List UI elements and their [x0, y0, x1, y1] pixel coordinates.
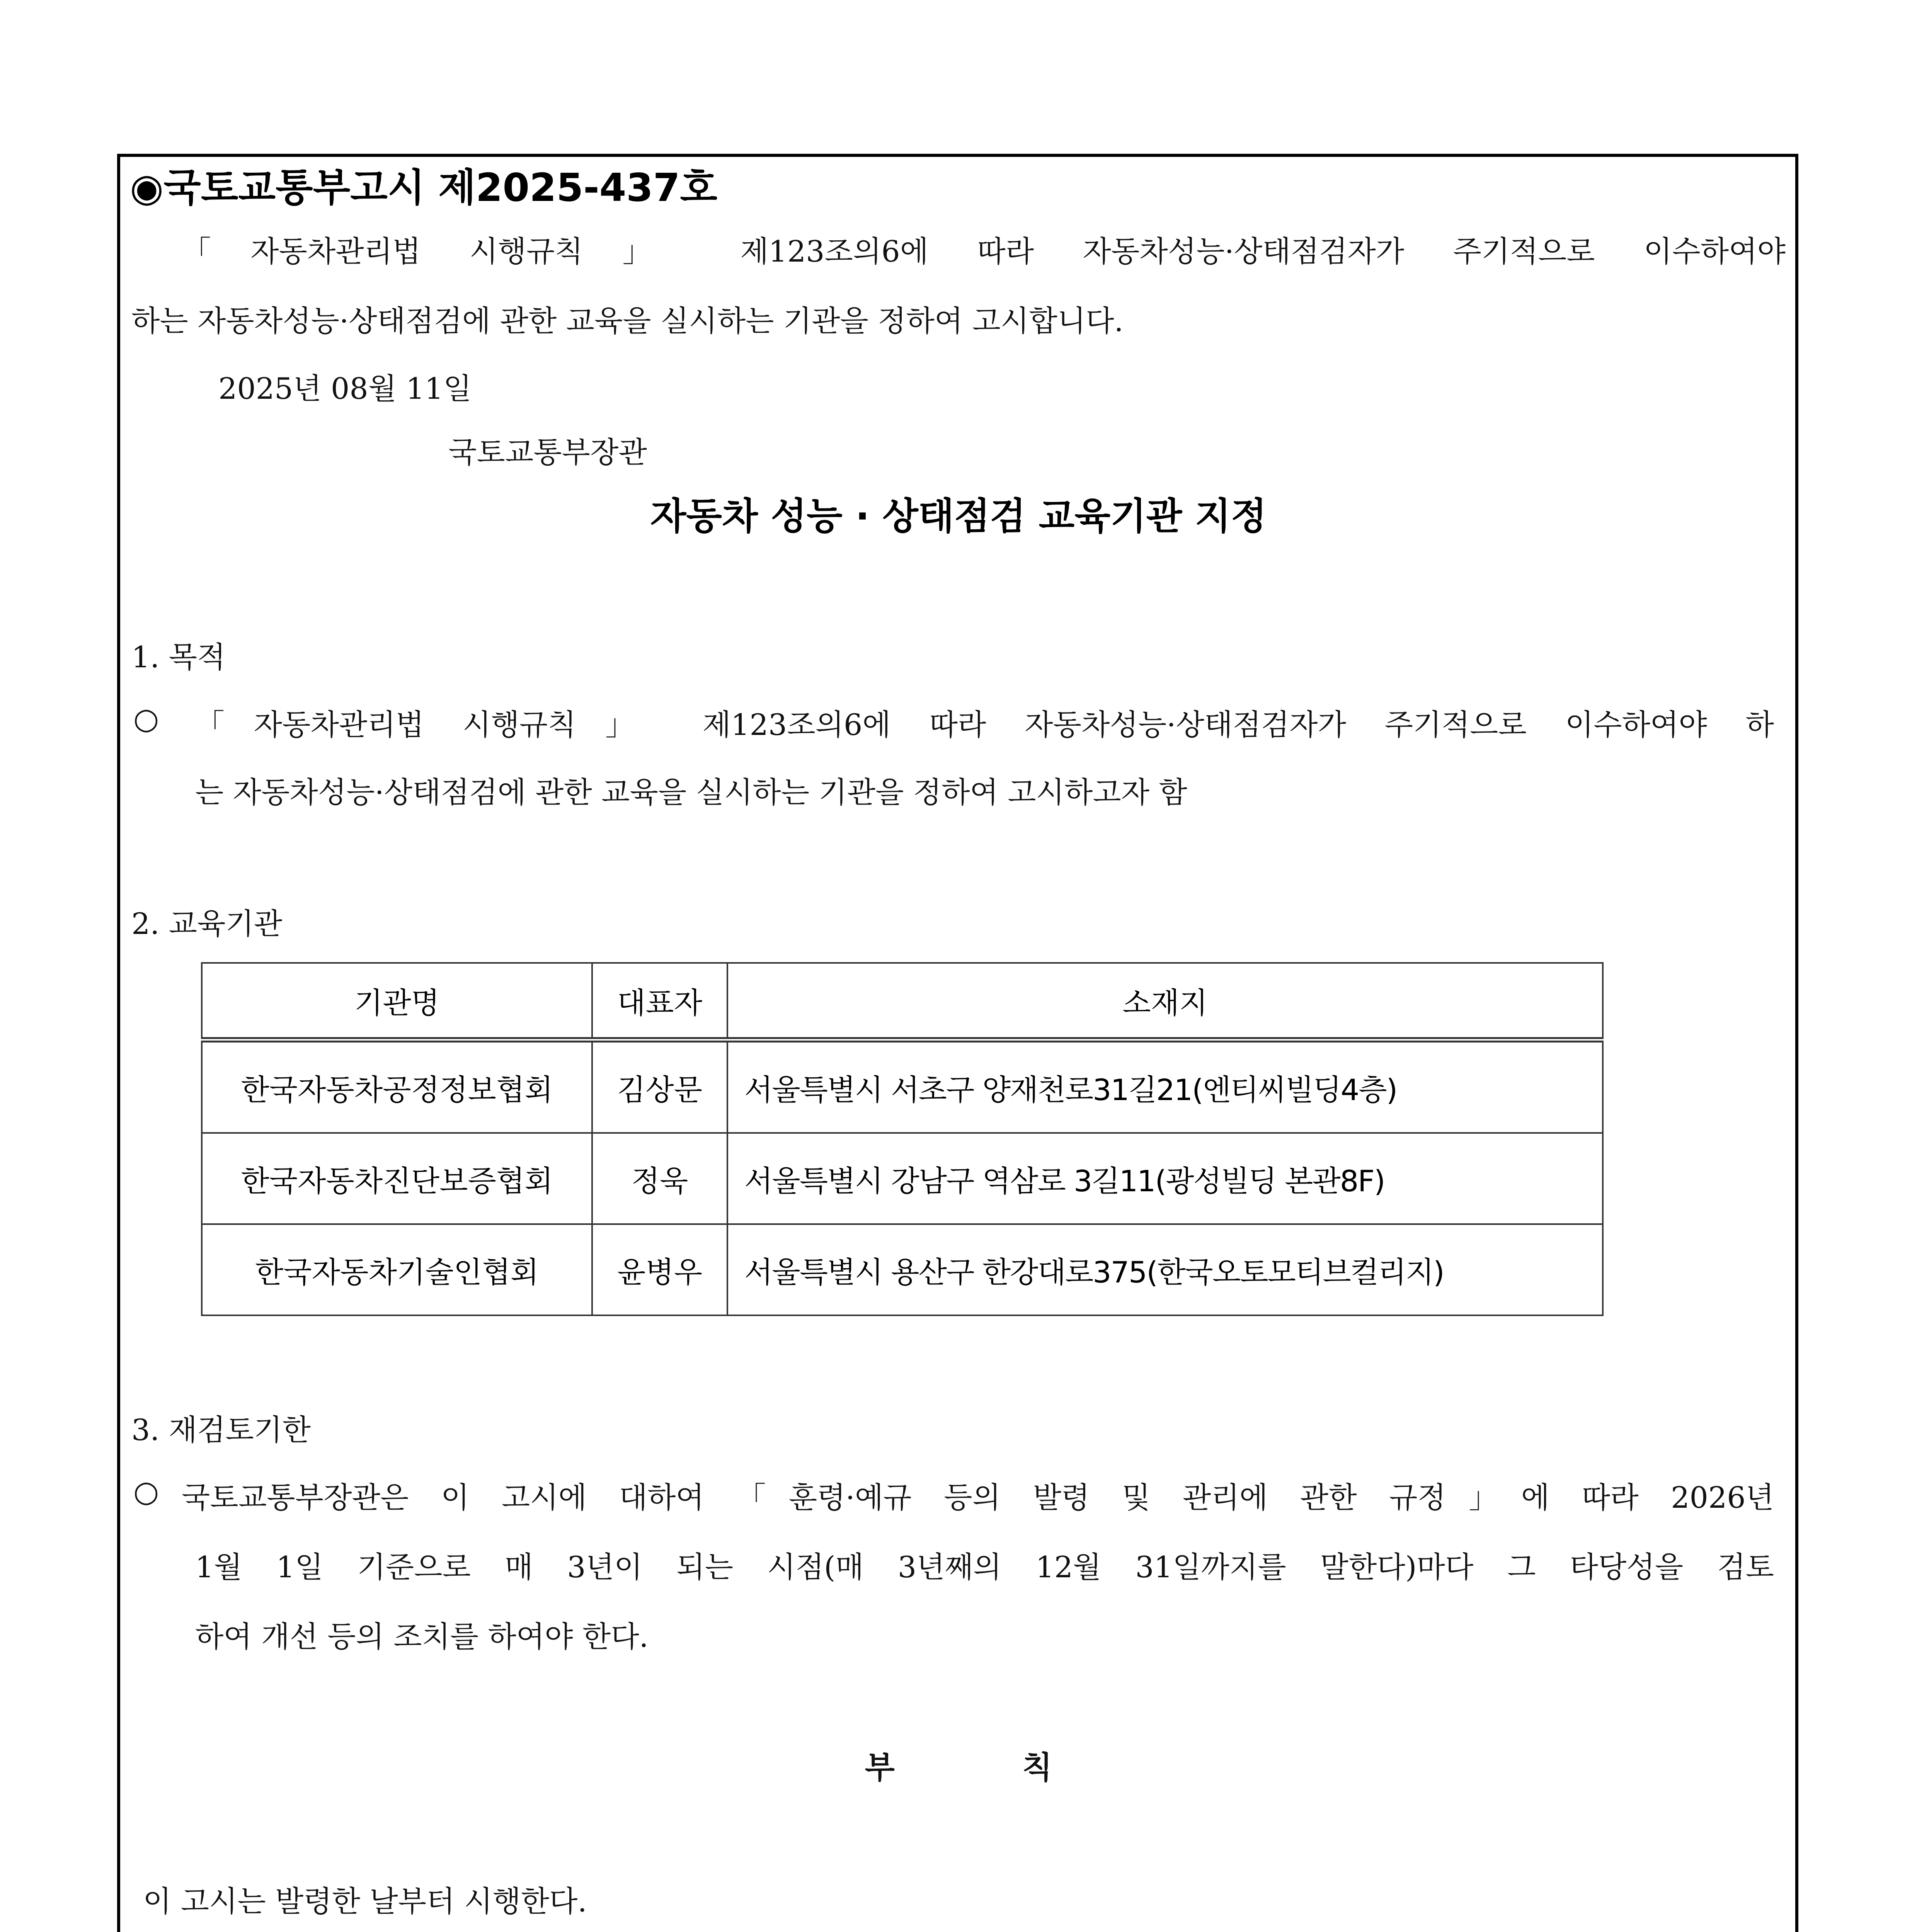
representative: 윤병우 [592, 1224, 727, 1315]
institutions-table [201, 962, 1604, 1316]
addendum-text: 이 고시는 발령한 날부터 시행한다. [143, 1884, 587, 1918]
header-representative: 대표자 [592, 963, 727, 1040]
institution-name: 한국자동차공정정보협회 [202, 1040, 592, 1133]
section-3-line-3: 하여 개선 등의 조치를 하여야 한다. [195, 1619, 649, 1654]
section-1-heading: 1. 목적 [131, 640, 226, 674]
section-3-bullet: ○ [133, 1474, 159, 1509]
intro-line-2: 하는 자동차성능·상태점검에 관한 교육을 실시하는 기관을 정하여 고시합니다. [131, 304, 1124, 338]
header-location: 소재지 [727, 963, 1603, 1040]
section-1-bullet: ○ [133, 701, 159, 736]
institution-name: 한국자동차기술인협회 [202, 1224, 592, 1315]
addendum-title: 부칙 [865, 1749, 1180, 1786]
table-row [202, 1224, 1603, 1315]
document-title: 자동차 성능 · 상태점검 교육기관 지정 [650, 495, 1267, 538]
notice-issuer: 국토교통부장관 [448, 435, 647, 469]
representative: 정욱 [592, 1133, 727, 1224]
institution-name: 한국자동차진단보증협회 [202, 1133, 592, 1224]
table-row [202, 1133, 1603, 1224]
representative: 김상문 [592, 1040, 727, 1133]
address: 서울특별시 용산구 한강대로375(한국오토모티브컬리지) [727, 1224, 1603, 1315]
section-3-line-1: 국토교통부장관은 이 고시에 대하여 「훈령·예규 등의 발령 및 관리에 관한 규정」에 따라 2026년 [182, 1480, 1774, 1515]
table-header-row [202, 963, 1603, 1040]
address: 서울특별시 서초구 양재천로31길21(엔티씨빌딩4층) [727, 1040, 1603, 1133]
address: 서울특별시 강남구 역삼로 3길11(광성빌딩 본관8F) [727, 1133, 1603, 1224]
header-institution-name: 기관명 [202, 963, 592, 1040]
section-2-heading: 2. 교육기관 [131, 906, 283, 941]
notice-number: ◉국토교통부고시 제2025-437호 [130, 165, 718, 210]
section-1-line-1: 「자동차관리법 시행규칙」 제123조의6에 따라 자동차성능·상태점검자가 주기적으로 이수하여야 하 [195, 707, 1774, 742]
section-3-line-2: 1월 1일 기준으로 매 3년이 되는 시점(매 3년째의 12월 31일까지를 말한다)마다 그 타당성을 검토 [195, 1550, 1774, 1584]
table-row [202, 1040, 1603, 1133]
notice-date: 2025년 08월 11일 [218, 371, 472, 406]
section-1-line-2: 는 자동차성능·상태점검에 관한 교육을 실시하는 기관을 정하여 고시하고자 함 [195, 775, 1187, 810]
intro-line-1: 「자동차관리법 시행규칙」 제123조의6에 따라 자동차성능·상태점검자가 주기적으로 이수하여야 [182, 234, 1786, 269]
section-3-heading: 3. 재검토기한 [131, 1413, 311, 1447]
